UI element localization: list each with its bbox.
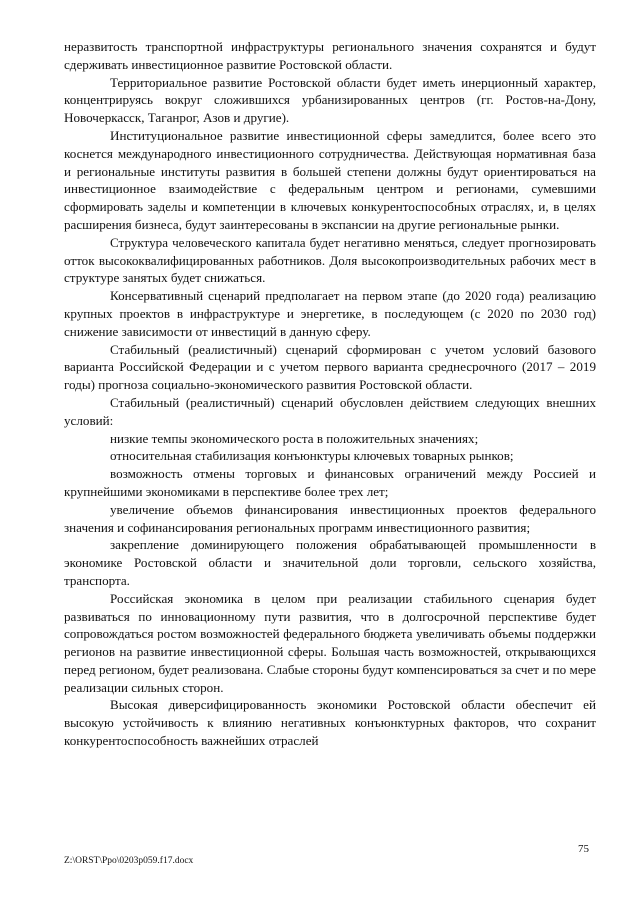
list-item: возможность отмены торговых и финансовых ограничений между Россией и крупнейшими экономиками в перспективе более трех лет; bbox=[64, 466, 596, 499]
paragraph: Высокая диверсифицированность экономики Ростовской области обеспечит ей высокую устойчивость к влиянию негативных конъюнктурных факторов, что сохранит конкурентоспособность важнейших отраслей bbox=[64, 697, 596, 749]
footer-file-path: Z:\ORST\Ppo\0203p059.f17.docx bbox=[64, 856, 194, 866]
document-body bbox=[64, 38, 596, 750]
paragraph: Российская экономика в целом при реализации стабильного сценария будет развиваться по инновационному пути развития, что в долгосрочной перспективе будет сопровождаться ростом возможностей федерального бюджета увеличивать объемы поддержки регионов на развитие инвестиционной сферы. Большая часть возможностей, открывающихся перед регионом, будет реализована. Слабые стороны будут компенсироваться за счет и по мере реализации сильных сторон. bbox=[64, 590, 596, 695]
list-item: относительная стабилизация конъюнктуры ключевых товарных рынков; bbox=[110, 448, 514, 464]
paragraph: Консервативный сценарий предполагает на первом этапе (до 2020 года) реализацию крупных проектов в инфраструктуре и энергетике, в последующем (с 2020 по 2030 год) снижение зависимости от инвестиций в данную сферу. bbox=[64, 288, 596, 339]
list-item: низкие темпы экономического роста в положительных значениях; bbox=[110, 430, 479, 446]
paragraph: Структура человеческого капитала будет негативно меняться, следует прогнозировать отток высококвалифицированных работников. Доля высокопроизводительных рабочих мест в структуре занятых будет снижаться. bbox=[64, 234, 596, 286]
paragraph: неразвитость транспортной инфраструктуры регионального значения сохранятся и будут сдерживать инвестиционное развитие Ростовской области. bbox=[64, 39, 596, 72]
paragraph: Институциональное развитие инвестиционной сферы замедлится, более всего это коснется международного инвестиционного сотрудничества. Действующая нормативная база и региональные институты развития в большей степени должны будут ориентироваться на инвестиционное взаимодействие с федеральным центром и регионами, сумевшими сформировать заделы и компетенции в ключевых конкурентоспособных отраслях, и, в целях расширения бизнеса, будут заинтересованы в экспансии на другие региональные рынки. bbox=[64, 127, 596, 232]
paragraph: Стабильный (реалистичный) сценарий сформирован с учетом условий базового варианта Российской Федерации и с учетом первого варианта среднесрочного (2017 – 2019 годы) прогноза социально-экономического развития Ростовской области. bbox=[64, 341, 596, 393]
paragraph: Стабильный (реалистичный) сценарий обусловлен действием следующих внешних условий: bbox=[64, 394, 596, 428]
paragraph: Территориальное развитие Ростовской области будет иметь инерционный характер, концентрируясь вокруг сложившихся урбанизированных центров (гг. Ростов-на-Дону, Новочеркасск, Таганрог, Азов и другие). bbox=[64, 74, 596, 126]
list-item: закрепление доминирующего положения обрабатывающей промышленности в экономике Ростовской области и значительной доли торговли, сельского хозяйства, транспорта. bbox=[64, 537, 596, 588]
page-number: 75 bbox=[578, 843, 589, 855]
list-item: увеличение объемов финансирования инвестиционных проектов федерального значения и софинансирования региональных программ инвестиционного развития; bbox=[64, 501, 596, 535]
